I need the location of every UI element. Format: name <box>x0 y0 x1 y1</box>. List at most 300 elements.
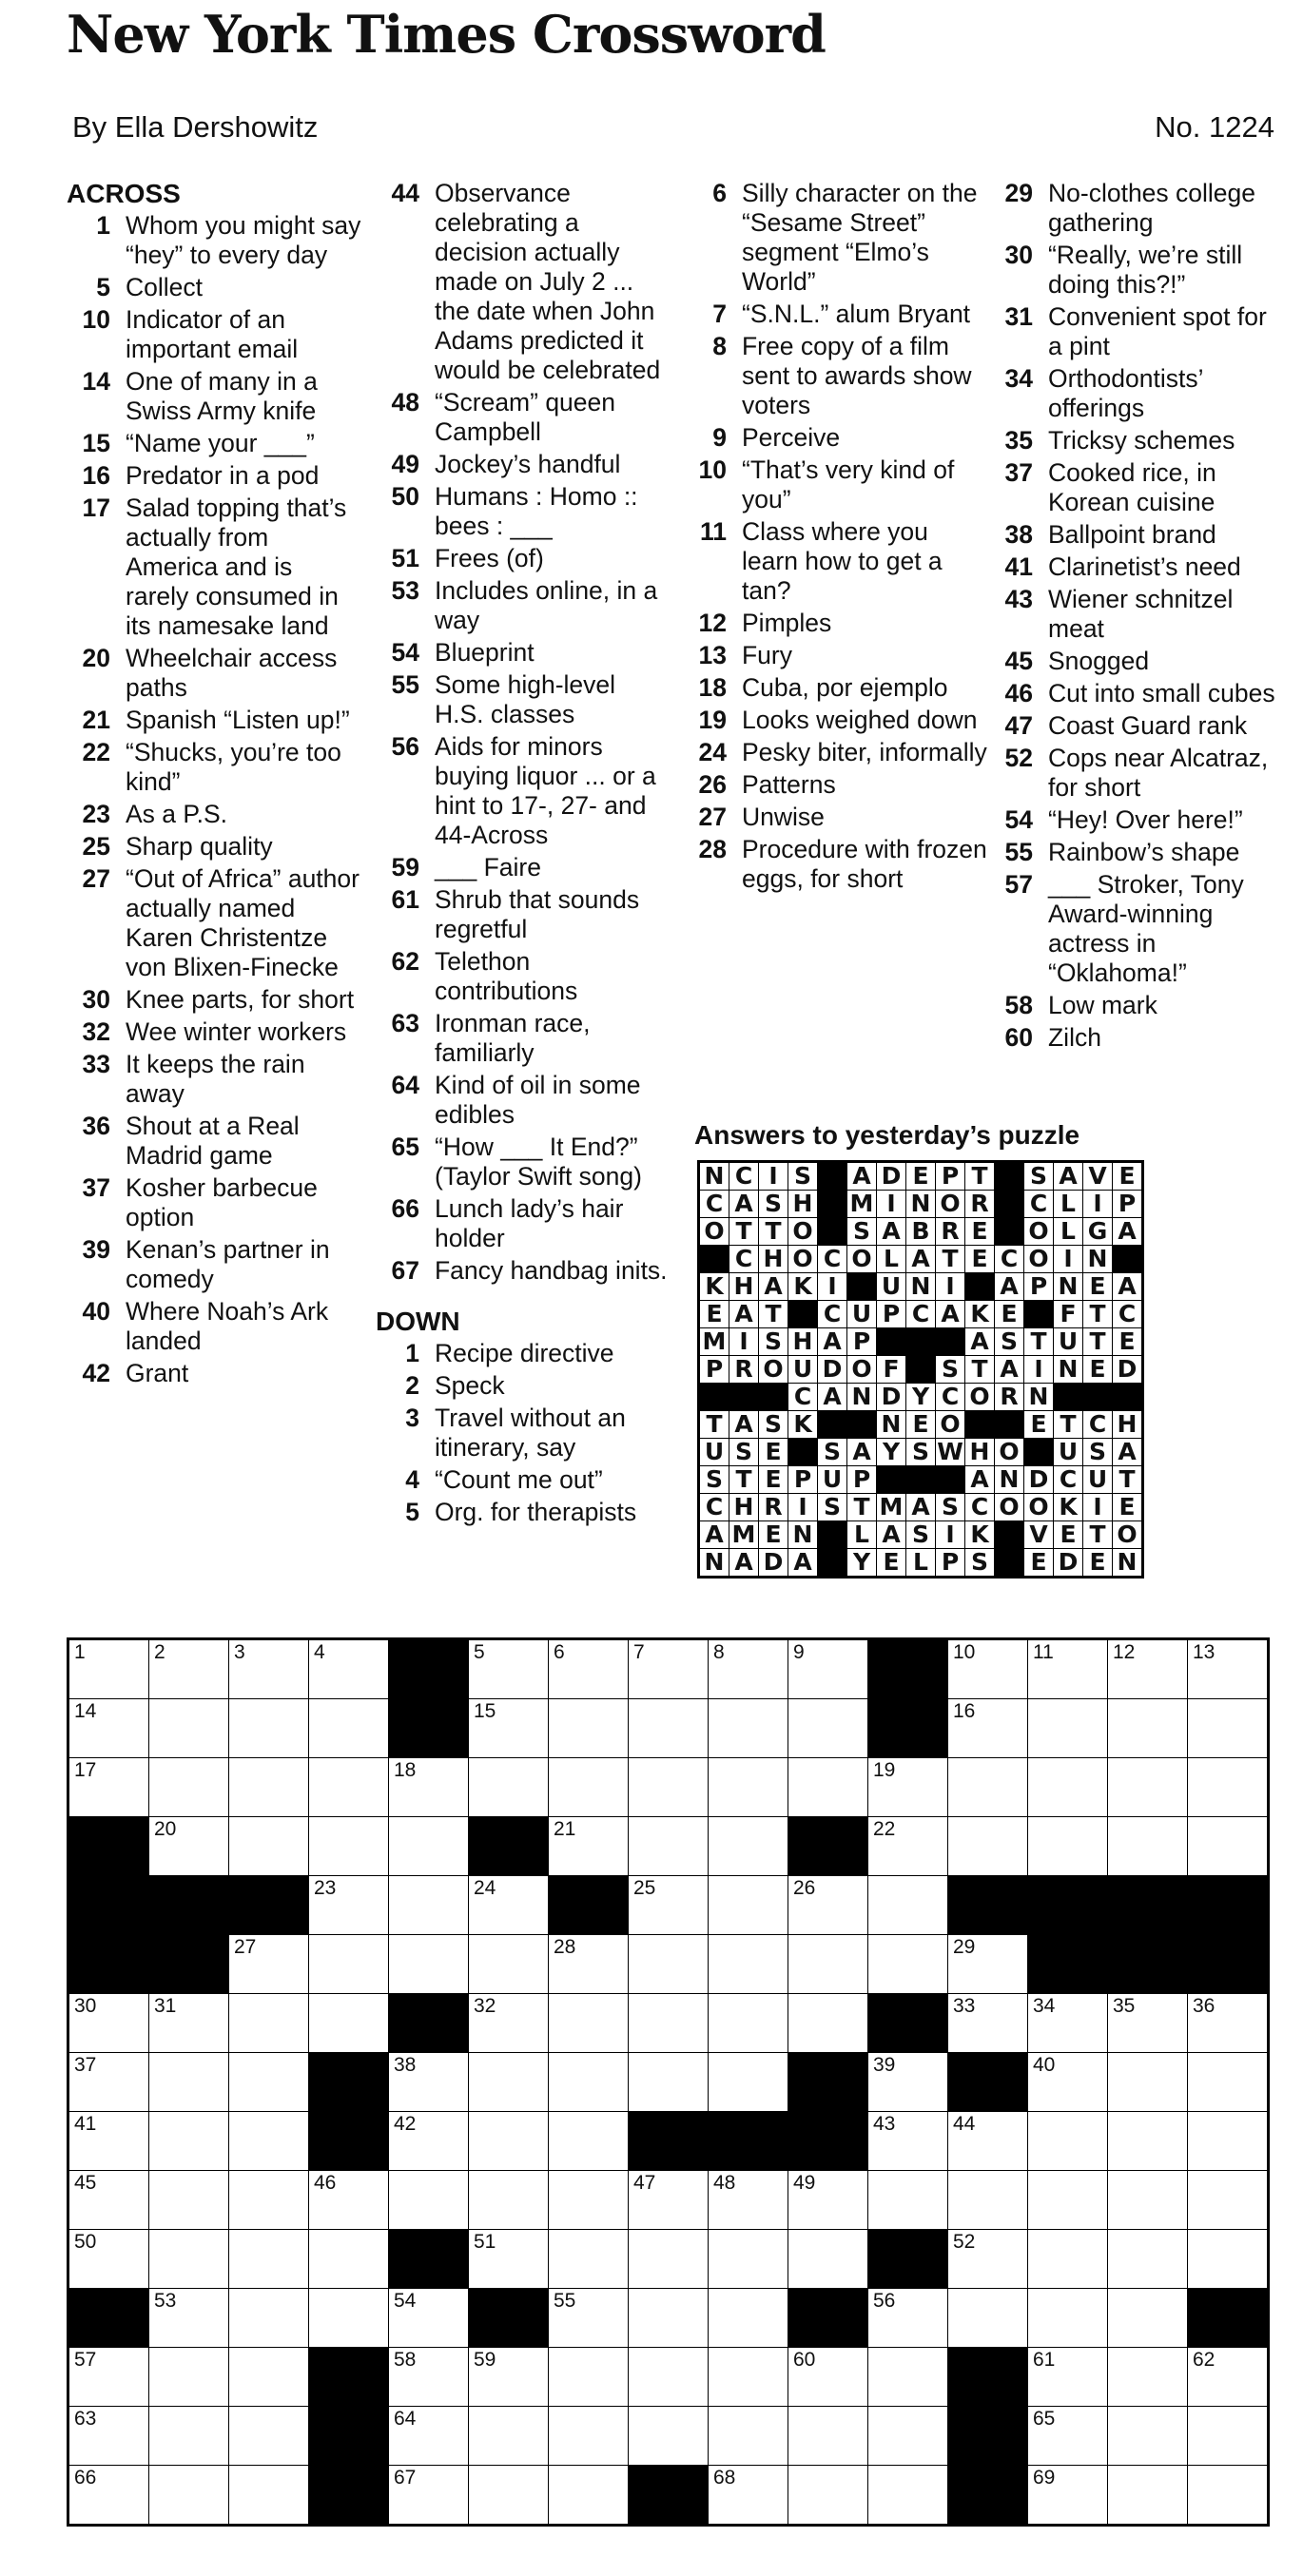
cell-number: 64 <box>394 2408 417 2430</box>
grid-cell[interactable] <box>229 1758 309 1817</box>
grid-cell[interactable] <box>309 2230 389 2289</box>
crossword-grid[interactable] <box>67 1637 1270 2527</box>
grid-cell[interactable] <box>389 1817 469 1876</box>
grid-cell[interactable] <box>469 1639 549 1699</box>
answer-cell: A <box>788 1549 818 1578</box>
grid-cell[interactable] <box>1188 1699 1269 1758</box>
grid-cell[interactable] <box>788 2348 868 2407</box>
clue-number: 21 <box>82 706 110 734</box>
grid-cell[interactable] <box>1188 1994 1269 2053</box>
grid-cell[interactable] <box>1108 1758 1188 1817</box>
grid-cell[interactable] <box>229 2230 309 2289</box>
grid-cell[interactable] <box>469 2171 549 2230</box>
clue-down-13 <box>683 641 987 670</box>
grid-cell[interactable] <box>1188 2112 1269 2171</box>
grid-cell[interactable] <box>1028 2112 1108 2171</box>
clue-down-18 <box>683 673 987 703</box>
clue-down-29 <box>989 179 1284 238</box>
grid-cell[interactable] <box>629 2171 709 2230</box>
grid-cell[interactable] <box>229 1639 309 1699</box>
grid-cell[interactable] <box>149 2289 229 2348</box>
grid-cell[interactable] <box>469 2053 549 2112</box>
grid-cell[interactable] <box>629 2407 709 2466</box>
answer-cell: F <box>877 1356 906 1384</box>
grid-cell[interactable] <box>1028 1639 1108 1699</box>
clue-text: Low mark <box>1048 991 1157 1019</box>
grid-cell[interactable] <box>229 1935 309 1994</box>
grid-cell[interactable] <box>788 2230 868 2289</box>
grid-cell[interactable] <box>709 2407 788 2466</box>
grid-cell[interactable] <box>549 2407 629 2466</box>
clue-number: 41 <box>1004 552 1033 581</box>
grid-cell[interactable] <box>1108 2289 1188 2348</box>
grid-cell[interactable] <box>68 2466 149 2526</box>
grid-cell[interactable] <box>549 2112 629 2171</box>
cell-number: 53 <box>154 2290 177 2312</box>
grid-cell[interactable] <box>229 1699 309 1758</box>
answer-block <box>1113 1384 1143 1411</box>
grid-cell[interactable] <box>629 2053 709 2112</box>
grid-cell[interactable] <box>709 2053 788 2112</box>
grid-cell[interactable] <box>629 2348 709 2407</box>
grid-cell[interactable] <box>948 1817 1028 1876</box>
clue-down-57 <box>989 870 1284 988</box>
grid-cell[interactable] <box>549 2230 629 2289</box>
clue-down-34 <box>989 364 1284 423</box>
grid-cell[interactable] <box>68 2053 149 2112</box>
grid-cell[interactable] <box>549 2053 629 2112</box>
clue-down-52 <box>989 744 1284 803</box>
clue-text: Silly character on the “Sesame Street” segment “Elmo’s World” <box>742 179 978 296</box>
answer-cell: N <box>1024 1384 1054 1411</box>
answer-cell: A <box>936 1301 965 1328</box>
grid-cell[interactable] <box>149 2053 229 2112</box>
grid-cell[interactable] <box>149 1817 229 1876</box>
clue-text: Orthodontists’ offerings <box>1048 364 1203 422</box>
grid-cell[interactable] <box>1108 1699 1188 1758</box>
answer-cell: U <box>1054 1328 1083 1356</box>
grid-cell[interactable] <box>629 1758 709 1817</box>
grid-cell[interactable] <box>1028 2407 1108 2466</box>
cell-number: 7 <box>633 1641 645 1663</box>
grid-cell[interactable] <box>68 2171 149 2230</box>
clue-text: Collect <box>126 273 204 301</box>
grid-cell[interactable] <box>68 2407 149 2466</box>
grid-cell[interactable] <box>469 2348 549 2407</box>
clue-text: “Out of Africa” author actually named Karen Christentze von Blixen-Finecke <box>126 864 360 981</box>
grid-cell[interactable] <box>709 2230 788 2289</box>
grid-cell[interactable] <box>1188 1817 1269 1876</box>
grid-cell[interactable] <box>1188 2407 1269 2466</box>
grid-cell[interactable] <box>1108 2466 1188 2526</box>
clue-text: Observance celebrating a decision actually made on July 2 ... the date when John Adams predicted it would be celebrated <box>435 179 661 384</box>
cell-number: 41 <box>74 2113 97 2135</box>
cell-number: 28 <box>554 1936 576 1958</box>
grid-cell[interactable] <box>149 2348 229 2407</box>
grid-cell[interactable] <box>149 2230 229 2289</box>
grid-cell[interactable] <box>1028 1817 1108 1876</box>
grid-cell[interactable] <box>709 1758 788 1817</box>
grid-block <box>309 2053 389 2112</box>
grid-cell[interactable] <box>389 2466 469 2526</box>
grid-cell[interactable] <box>629 1935 709 1994</box>
answer-cell: A <box>906 1246 936 1273</box>
clue-text: Zilch <box>1048 1023 1101 1052</box>
grid-cell[interactable] <box>788 1758 868 1817</box>
cell-number: 9 <box>793 1641 805 1663</box>
grid-cell[interactable] <box>229 2348 309 2407</box>
answer-block <box>818 1218 847 1246</box>
clue-number: 51 <box>391 544 419 572</box>
clue-number: 44 <box>391 179 419 207</box>
answer-cell: O <box>788 1218 818 1246</box>
answer-cell: S <box>906 1439 936 1466</box>
grid-cell[interactable] <box>229 2466 309 2526</box>
grid-cell[interactable] <box>948 1758 1028 1817</box>
grid-cell[interactable] <box>149 1758 229 1817</box>
cell-number: 55 <box>554 2290 576 2312</box>
grid-cell[interactable] <box>868 2171 948 2230</box>
grid-cell[interactable] <box>868 1935 948 1994</box>
clue-across-30 <box>67 985 361 1015</box>
grid-cell[interactable] <box>1028 2289 1108 2348</box>
clue-across-15 <box>67 429 361 458</box>
cell-number: 65 <box>1033 2408 1056 2430</box>
grid-cell[interactable] <box>549 2466 629 2526</box>
clue-text: Knee parts, for short <box>126 985 355 1014</box>
clue-number: 42 <box>82 1359 110 1387</box>
grid-cell[interactable] <box>149 1639 229 1699</box>
grid-cell[interactable] <box>948 1639 1028 1699</box>
grid-block <box>788 1817 868 1876</box>
grid-cell[interactable] <box>1108 2112 1188 2171</box>
grid-cell[interactable] <box>1028 1699 1108 1758</box>
answer-cell: A <box>729 1411 759 1439</box>
grid-cell[interactable] <box>68 1639 149 1699</box>
grid-cell[interactable] <box>868 2053 948 2112</box>
grid-cell[interactable] <box>149 2171 229 2230</box>
answer-cell: T <box>729 1218 759 1246</box>
grid-cell[interactable] <box>788 1699 868 1758</box>
grid-cell[interactable] <box>549 1817 629 1876</box>
answer-cell: O <box>1024 1494 1054 1521</box>
grid-cell[interactable] <box>709 2289 788 2348</box>
clue-number: 3 <box>405 1404 419 1432</box>
grid-cell[interactable] <box>469 1758 549 1817</box>
clue-across-49 <box>376 450 671 479</box>
grid-cell[interactable] <box>868 2348 948 2407</box>
answer-block <box>1083 1384 1113 1411</box>
grid-cell[interactable] <box>629 1876 709 1935</box>
grid-cell[interactable] <box>229 2407 309 2466</box>
grid-cell[interactable] <box>788 2171 868 2230</box>
grid-cell[interactable] <box>1028 1758 1108 1817</box>
grid-cell[interactable] <box>1188 2053 1269 2112</box>
answer-cell: E <box>1024 1549 1054 1578</box>
grid-cell[interactable] <box>309 1817 389 1876</box>
grid-cell[interactable] <box>629 1699 709 1758</box>
grid-cell[interactable] <box>549 2289 629 2348</box>
cell-number: 31 <box>154 1995 177 2017</box>
grid-cell[interactable] <box>1188 1639 1269 1699</box>
clue-down-60 <box>989 1023 1284 1053</box>
grid-cell[interactable] <box>469 2466 549 2526</box>
answer-cell: I <box>729 1328 759 1356</box>
clue-across-51 <box>376 544 671 573</box>
answer-block <box>818 1521 847 1549</box>
grid-cell[interactable] <box>549 1935 629 1994</box>
answer-cell: I <box>1054 1246 1083 1273</box>
grid-cell[interactable] <box>68 1994 149 2053</box>
grid-cell[interactable] <box>629 2230 709 2289</box>
grid-cell[interactable] <box>549 1699 629 1758</box>
grid-cell[interactable] <box>1188 2171 1269 2230</box>
answer-cell: H <box>965 1439 995 1466</box>
clue-number: 48 <box>391 388 419 416</box>
grid-cell[interactable] <box>469 2407 549 2466</box>
grid-cell[interactable] <box>1108 2230 1188 2289</box>
grid-cell[interactable] <box>788 1935 868 1994</box>
grid-cell[interactable] <box>709 1639 788 1699</box>
grid-cell[interactable] <box>389 2348 469 2407</box>
grid-block <box>389 1994 469 2053</box>
grid-cell[interactable] <box>309 1639 389 1699</box>
grid-cell[interactable] <box>389 2407 469 2466</box>
grid-cell[interactable] <box>309 2171 389 2230</box>
grid-cell[interactable] <box>549 2348 629 2407</box>
clue-across-33 <box>67 1050 361 1109</box>
cell-number: 62 <box>1193 2349 1215 2371</box>
grid-cell[interactable] <box>309 1935 389 1994</box>
answer-cell: E <box>906 1411 936 1439</box>
grid-cell[interactable] <box>788 1994 868 2053</box>
grid-cell[interactable] <box>229 2171 309 2230</box>
grid-cell[interactable] <box>629 1639 709 1699</box>
grid-cell[interactable] <box>549 1758 629 1817</box>
grid-cell[interactable] <box>68 2112 149 2171</box>
grid-cell[interactable] <box>948 2230 1028 2289</box>
grid-cell[interactable] <box>788 2407 868 2466</box>
grid-cell[interactable] <box>868 1817 948 1876</box>
grid-cell[interactable] <box>309 1699 389 1758</box>
answer-cell: R <box>936 1218 965 1246</box>
clue-number: 34 <box>1004 364 1033 393</box>
answer-cell: K <box>965 1301 995 1328</box>
grid-cell[interactable] <box>1108 2348 1188 2407</box>
grid-cell[interactable] <box>149 2407 229 2466</box>
grid-cell[interactable] <box>149 1994 229 2053</box>
clue-number: 52 <box>1004 744 1033 772</box>
grid-cell[interactable] <box>1028 2230 1108 2289</box>
grid-cell[interactable] <box>389 1758 469 1817</box>
grid-cell[interactable] <box>788 1639 868 1699</box>
grid-cell[interactable] <box>469 2230 549 2289</box>
grid-cell[interactable] <box>1188 1758 1269 1817</box>
grid-cell[interactable] <box>709 1876 788 1935</box>
clue-column-3 <box>683 179 987 897</box>
clue-across-22 <box>67 738 361 797</box>
answer-cell: M <box>699 1328 729 1356</box>
grid-cell[interactable] <box>1108 1994 1188 2053</box>
grid-cell[interactable] <box>709 2466 788 2526</box>
clue-text: Fury <box>742 641 792 669</box>
answer-cell: U <box>847 1301 877 1328</box>
clue-number: 67 <box>391 1256 419 1285</box>
clue-number: 7 <box>712 300 727 328</box>
grid-block <box>788 2053 868 2112</box>
grid-cell[interactable] <box>229 2289 309 2348</box>
grid-cell[interactable] <box>948 1699 1028 1758</box>
grid-cell[interactable] <box>948 2171 1028 2230</box>
grid-cell[interactable] <box>948 1994 1028 2053</box>
grid-cell[interactable] <box>709 1994 788 2053</box>
grid-cell[interactable] <box>868 2407 948 2466</box>
grid-cell[interactable] <box>469 1935 549 1994</box>
grid-cell[interactable] <box>1108 1817 1188 1876</box>
clue-text: Recipe directive <box>435 1339 614 1367</box>
grid-cell[interactable] <box>469 1876 549 1935</box>
grid-cell[interactable] <box>309 1876 389 1935</box>
cell-number: 21 <box>554 1818 576 1840</box>
grid-cell[interactable] <box>1028 2171 1108 2230</box>
clue-number: 50 <box>391 482 419 511</box>
grid-cell[interactable] <box>469 1699 549 1758</box>
answer-cell: C <box>995 1246 1024 1273</box>
grid-cell[interactable] <box>389 1876 469 1935</box>
clue-number: 26 <box>698 770 727 799</box>
grid-cell[interactable] <box>68 2348 149 2407</box>
answer-cell: E <box>1113 1494 1143 1521</box>
grid-block <box>788 2289 868 2348</box>
grid-cell[interactable] <box>389 1935 469 1994</box>
answer-cell: O <box>847 1356 877 1384</box>
grid-cell[interactable] <box>68 1758 149 1817</box>
grid-cell[interactable] <box>389 2053 469 2112</box>
grid-block <box>948 2466 1028 2526</box>
grid-cell[interactable] <box>1188 2230 1269 2289</box>
grid-cell[interactable] <box>1188 2466 1269 2526</box>
grid-cell[interactable] <box>868 1876 948 1935</box>
across-heading: ACROSS <box>67 179 181 208</box>
grid-cell[interactable] <box>549 1994 629 2053</box>
answer-cell: R <box>965 1191 995 1218</box>
grid-cell[interactable] <box>868 2466 948 2526</box>
grid-block <box>469 2289 549 2348</box>
answer-cell: T <box>699 1411 729 1439</box>
grid-cell[interactable] <box>309 2289 389 2348</box>
answer-cell: N <box>906 1273 936 1301</box>
clue-number: 53 <box>391 576 419 605</box>
grid-cell[interactable] <box>709 2171 788 2230</box>
grid-block <box>948 2053 1028 2112</box>
grid-cell[interactable] <box>788 2466 868 2526</box>
grid-cell[interactable] <box>948 2289 1028 2348</box>
grid-cell[interactable] <box>1188 2348 1269 2407</box>
grid-cell[interactable] <box>1108 2053 1188 2112</box>
grid-cell[interactable] <box>629 1994 709 2053</box>
grid-cell[interactable] <box>1028 2466 1108 2526</box>
grid-cell[interactable] <box>389 2171 469 2230</box>
grid-cell[interactable] <box>868 1758 948 1817</box>
grid-cell[interactable] <box>1028 2053 1108 2112</box>
clue-text: Predator in a pod <box>126 461 320 490</box>
grid-cell[interactable] <box>1028 1994 1108 2053</box>
grid-cell[interactable] <box>389 2289 469 2348</box>
grid-cell[interactable] <box>309 1994 389 2053</box>
answer-block <box>995 1162 1024 1191</box>
clue-text: Wheelchair access paths <box>126 644 338 702</box>
grid-cell[interactable] <box>709 1935 788 1994</box>
answer-cell: O <box>1113 1521 1143 1549</box>
grid-cell[interactable] <box>549 1639 629 1699</box>
grid-block <box>948 1876 1028 1935</box>
grid-block <box>309 2112 389 2171</box>
answer-cell: A <box>729 1191 759 1218</box>
grid-cell[interactable] <box>229 2112 309 2171</box>
grid-cell[interactable] <box>149 2112 229 2171</box>
clue-down-37 <box>989 458 1284 517</box>
grid-cell[interactable] <box>1108 2171 1188 2230</box>
grid-cell[interactable] <box>709 2348 788 2407</box>
grid-cell[interactable] <box>948 2112 1028 2171</box>
cell-number: 63 <box>74 2408 97 2430</box>
grid-cell[interactable] <box>389 2112 469 2171</box>
clue-number: 40 <box>82 1297 110 1326</box>
clue-text: Salad topping that’s actually from America and is rarely consumed in its namesake land <box>126 494 347 640</box>
grid-cell[interactable] <box>709 1699 788 1758</box>
grid-block <box>868 2230 948 2289</box>
grid-cell[interactable] <box>229 1817 309 1876</box>
grid-cell[interactable] <box>948 1935 1028 1994</box>
grid-cell[interactable] <box>629 1817 709 1876</box>
grid-cell[interactable] <box>1108 2407 1188 2466</box>
grid-cell[interactable] <box>629 2289 709 2348</box>
grid-cell[interactable] <box>1108 1639 1188 1699</box>
grid-cell[interactable] <box>68 1699 149 1758</box>
answer-cell: C <box>936 1384 965 1411</box>
grid-cell[interactable] <box>549 2171 629 2230</box>
grid-cell[interactable] <box>309 1758 389 1817</box>
answer-cell: L <box>1054 1191 1083 1218</box>
grid-cell[interactable] <box>709 1817 788 1876</box>
grid-cell[interactable] <box>469 1994 549 2053</box>
answer-cell: N <box>995 1466 1024 1494</box>
grid-cell[interactable] <box>788 1876 868 1935</box>
grid-block <box>149 1935 229 1994</box>
grid-block <box>948 2407 1028 2466</box>
clue-number: 9 <box>712 423 727 452</box>
grid-cell[interactable] <box>229 1994 309 2053</box>
cell-number: 10 <box>953 1641 976 1663</box>
grid-cell[interactable] <box>149 2466 229 2526</box>
answer-cell: C <box>699 1191 729 1218</box>
answer-block <box>818 1549 847 1578</box>
clue-text: Procedure with frozen eggs, for short <box>742 835 987 893</box>
grid-cell[interactable] <box>229 2053 309 2112</box>
cell-number: 17 <box>74 1759 97 1781</box>
clue-across-21 <box>67 706 361 735</box>
grid-cell[interactable] <box>868 2112 948 2171</box>
answer-block <box>1113 1246 1143 1273</box>
grid-cell[interactable] <box>868 2289 948 2348</box>
grid-cell[interactable] <box>68 2230 149 2289</box>
cell-number: 42 <box>394 2113 417 2135</box>
grid-cell[interactable] <box>149 1699 229 1758</box>
cell-number: 61 <box>1033 2349 1056 2371</box>
grid-cell[interactable] <box>1028 2348 1108 2407</box>
cell-number: 40 <box>1033 2054 1056 2076</box>
grid-cell[interactable] <box>469 2112 549 2171</box>
